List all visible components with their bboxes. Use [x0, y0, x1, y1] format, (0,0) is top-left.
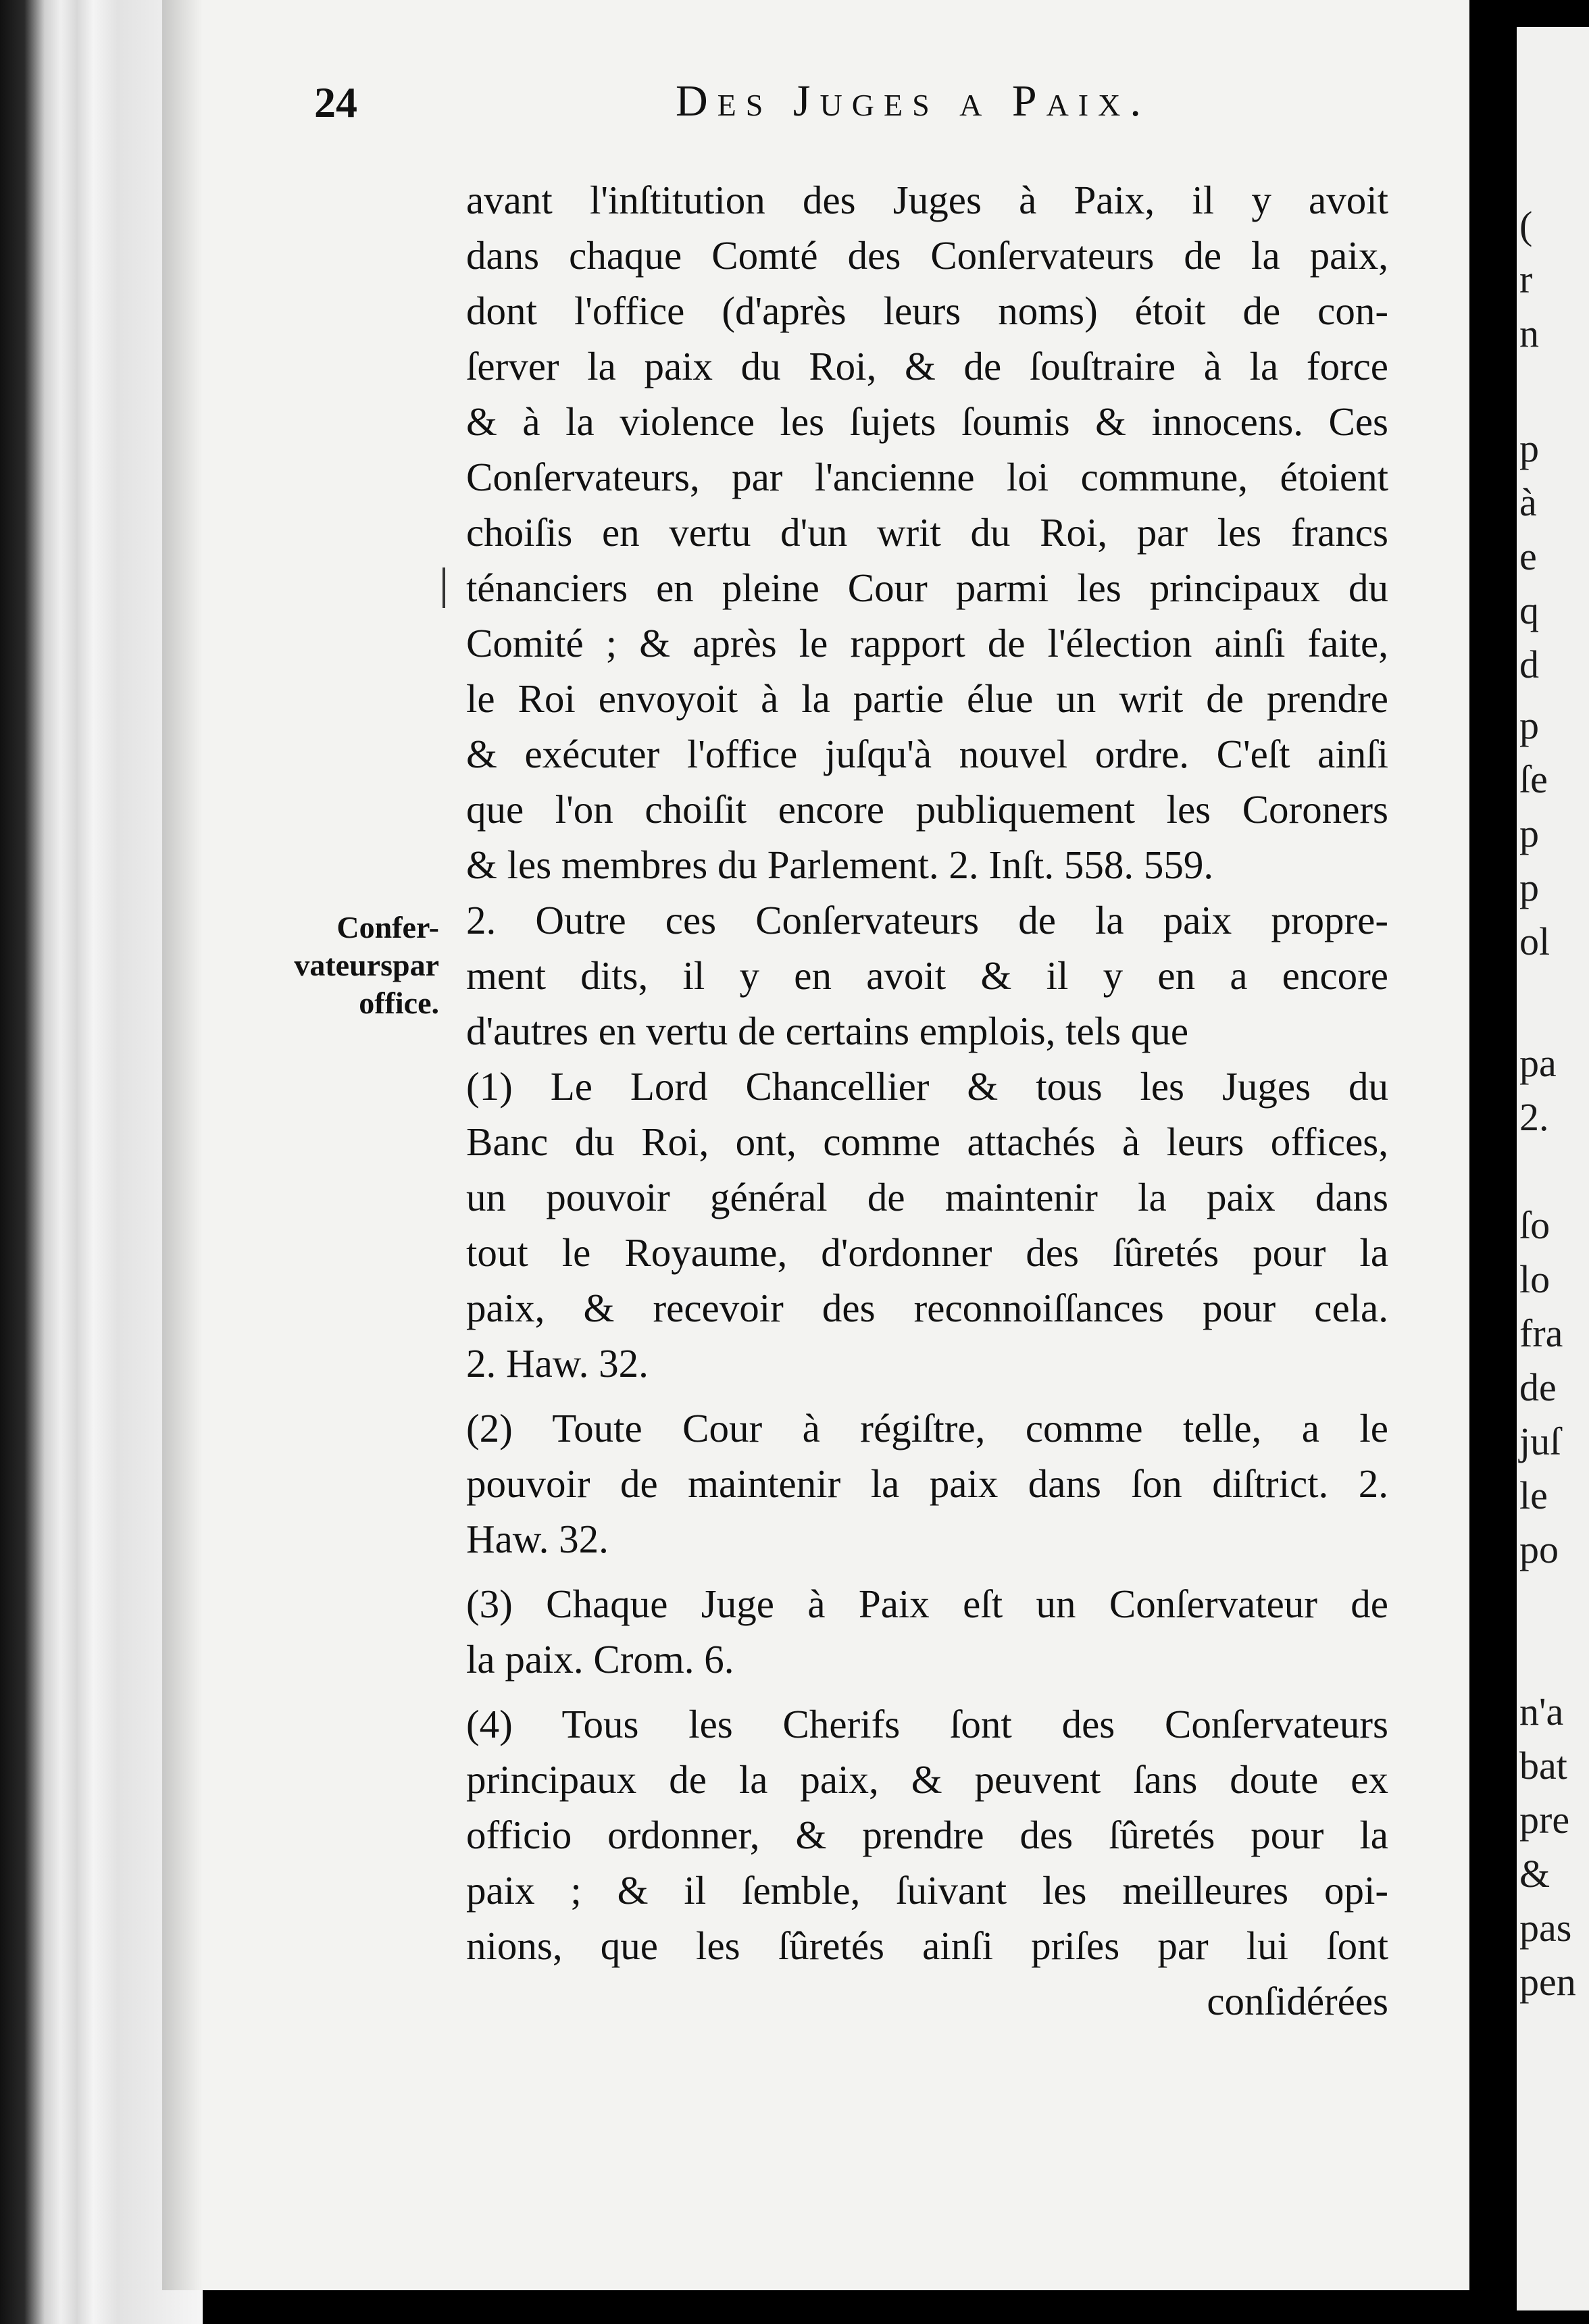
- next-page-text: e: [1519, 534, 1537, 578]
- text-line: principaux de la paix, & peuvent ſans doute ex: [466, 1757, 1388, 1802]
- text-line: la paix. Crom. 6.: [466, 1637, 734, 1682]
- next-page-text: lo: [1519, 1257, 1550, 1301]
- next-page-text: le: [1519, 1473, 1548, 1517]
- text-line: (3) Chaque Juge à Paix eſt un Conſervateur de: [466, 1582, 1388, 1626]
- text-line: Comité ; & après le rapport de l'élection ainſi faite,: [466, 621, 1388, 665]
- margin-note-line: vateurspar: [294, 948, 439, 982]
- next-page-text: ol: [1519, 919, 1550, 963]
- next-page-text: juſ: [1519, 1419, 1561, 1463]
- next-page-text: po: [1519, 1527, 1559, 1571]
- next-page-text: 2.: [1519, 1095, 1549, 1139]
- next-page-text: p: [1519, 426, 1539, 470]
- catchword: conſidérées: [1207, 1979, 1388, 2023]
- next-page-text: p: [1519, 703, 1539, 747]
- text-line: Conſervateurs, par l'ancienne loi commune, étoient: [466, 455, 1388, 499]
- paragraph: [466, 172, 1388, 892]
- next-page-text: de: [1519, 1365, 1557, 1409]
- text-line: avant l'inſtitution des Juges à Paix, il y avoit: [466, 178, 1388, 222]
- next-page-text: à: [1519, 480, 1537, 524]
- next-page-text: n'a: [1519, 1690, 1564, 1734]
- book-gutter: [1469, 0, 1517, 2324]
- text-line: (4) Tous les Cherifs ſont des Conſervateurs: [466, 1702, 1388, 1746]
- next-page-text: n: [1519, 311, 1539, 355]
- next-page-text: p: [1519, 865, 1539, 909]
- text-line: paix, & recevoir des reconnoiſſances pour cela.: [466, 1286, 1388, 1330]
- paragraph: [466, 1400, 1388, 1567]
- text-line: & à la violence les ſujets ſoumis & innocens. Ces: [466, 399, 1388, 444]
- next-page-text: bat: [1519, 1744, 1567, 1788]
- next-page-text: r: [1519, 257, 1533, 301]
- text-line: (1) Le Lord Chancellier & tous les Juges du: [466, 1064, 1388, 1109]
- body-text: [466, 172, 1388, 2029]
- text-line: tout le Royaume, d'ordonner des ſûretés pour la: [466, 1230, 1388, 1275]
- paragraph: [466, 892, 1388, 1059]
- next-page-text: pa: [1519, 1041, 1557, 1085]
- text-line: ſerver la paix du Roi, & de ſouſtraire à la force: [466, 344, 1388, 388]
- next-page-text: (: [1519, 203, 1533, 247]
- paragraph: [466, 1696, 1388, 1973]
- text-line: & exécuter l'office juſqu'à nouvel ordre. C'eſt ainſi: [466, 732, 1388, 776]
- text-line: nions, que les ſûretés ainſi priſes par lui ſont: [466, 1923, 1388, 1968]
- text-line: choiſis en vertu d'un writ du Roi, par les francs: [466, 510, 1388, 555]
- text-line: dont l'office (d'après leurs noms) étoit de con-: [466, 288, 1388, 333]
- next-page-text: p: [1519, 811, 1539, 855]
- next-page-text: q: [1519, 588, 1539, 632]
- next-page-text: ſo: [1519, 1203, 1550, 1247]
- margin-note-line: Confer-: [336, 910, 439, 944]
- text-line: (2) Toute Cour à régiſtre, comme telle, a le: [466, 1406, 1388, 1450]
- margin-note: [270, 909, 439, 1022]
- next-page-text: ſe: [1519, 757, 1548, 801]
- text-line: que l'on choiſit encore publiquement les Coroners: [466, 787, 1388, 832]
- page-number: 24: [314, 78, 357, 126]
- text-line: & les membres du Parlement. 2. Inſt. 558. 559.: [466, 842, 1214, 887]
- next-page-text: pre: [1519, 1798, 1570, 1842]
- text-line: 2. Outre ces Conſervateurs de la paix propre-: [466, 898, 1388, 942]
- running-head: Des Juges a Paix.: [676, 76, 1151, 126]
- text-line: 2. Haw. 32.: [466, 1341, 649, 1386]
- next-page-text: fra: [1519, 1311, 1563, 1355]
- text-line: ténanciers en pleine Cour parmi les principaux du: [466, 565, 1388, 610]
- text-line: dans chaque Comté des Conſervateurs de la paix,: [466, 233, 1388, 278]
- next-page-text: pen: [1519, 1960, 1576, 2004]
- margin-note-line: office.: [359, 986, 439, 1020]
- text-line: pouvoir de maintenir la paix dans ſon diſtrict. 2.: [466, 1461, 1388, 1506]
- text-line: le Roi envoyoit à la partie élue un writ de prendre: [466, 676, 1388, 721]
- text-line: officio ordonner, & prendre des ſûretés pour la: [466, 1813, 1388, 1857]
- next-page-text: pas: [1519, 1906, 1572, 1950]
- text-line: un pouvoir général de maintenir la paix dans: [466, 1175, 1388, 1219]
- page-shadow: [162, 0, 203, 2290]
- paragraph: [466, 1059, 1388, 1391]
- text-line: paix ; & il ſemble, ſuivant les meilleures opi-: [466, 1868, 1388, 1913]
- next-page-text: &: [1519, 1852, 1550, 1896]
- next-page-text: d: [1519, 642, 1539, 686]
- margin-mark: [443, 567, 445, 608]
- text-line: d'autres en vertu de certains emplois, tels que: [466, 1009, 1189, 1053]
- text-line: ment dits, il y en avoit & il y en a encore: [466, 953, 1388, 998]
- paragraph: [466, 1576, 1388, 1687]
- text-line: Banc du Roi, ont, comme attachés à leurs offices,: [466, 1119, 1388, 1164]
- next-page-fragment: [1517, 27, 1589, 2310]
- text-line: Haw. 32.: [466, 1517, 609, 1561]
